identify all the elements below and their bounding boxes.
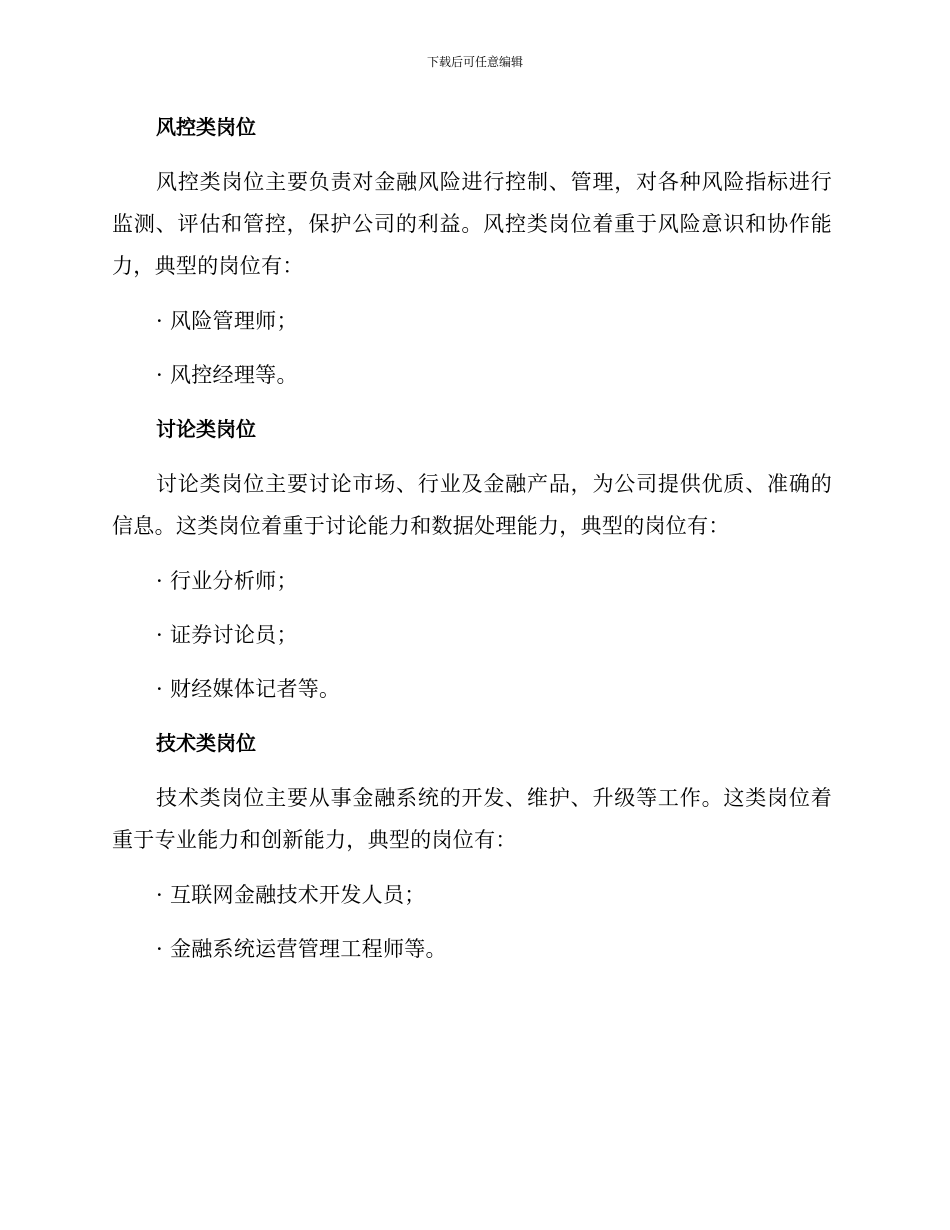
section-research bbox=[112, 409, 832, 709]
list-item: · 互联网金融技术开发人员； bbox=[156, 883, 426, 907]
document-body bbox=[112, 107, 832, 969]
list-item: · 金融系统运营管理工程师等。 bbox=[156, 937, 447, 961]
section-heading: 风控类岗位 bbox=[156, 115, 256, 139]
section-risk-control bbox=[112, 107, 832, 395]
section-paragraph: 技术类岗位主要从事金融系统的开发、维护、升级等工作。这类岗位着重于专业能力和创新能力，典型的岗位有： bbox=[112, 786, 832, 852]
page-header: 下载后可任意编辑 bbox=[426, 55, 523, 69]
section-technology bbox=[112, 723, 832, 969]
list-item: · 财经媒体记者等。 bbox=[156, 677, 341, 701]
section-paragraph: 风控类岗位主要负责对金融风险进行控制、管理，对各种风险指标进行监测、评估和管控，保护公司的利益。风控类岗位着重于风险意识和协作能力，典型的岗位有： bbox=[112, 170, 832, 278]
section-heading: 讨论类岗位 bbox=[156, 417, 256, 441]
list-item: · 证券讨论员； bbox=[156, 623, 298, 647]
list-item: · 风险管理师； bbox=[156, 309, 298, 333]
list-item: · 风控经理等。 bbox=[156, 363, 298, 387]
section-heading: 技术类岗位 bbox=[156, 731, 256, 755]
list-item: · 行业分析师； bbox=[156, 569, 298, 593]
section-paragraph: 讨论类岗位主要讨论市场、行业及金融产品，为公司提供优质、准确的信息。这类岗位着重于讨论能力和数据处理能力，典型的岗位有： bbox=[112, 472, 832, 538]
